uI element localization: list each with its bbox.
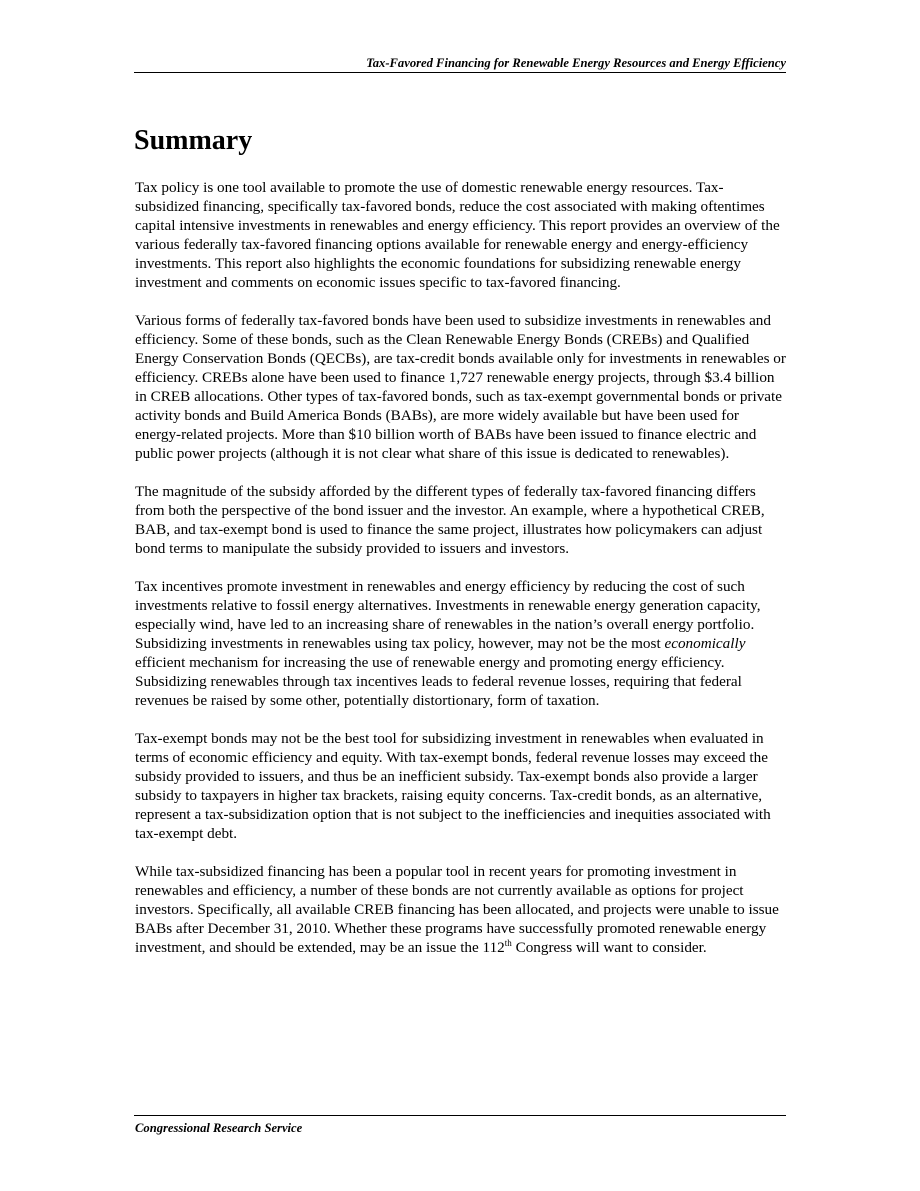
paragraph-4-text-start: Tax incentives promote investment in renewables and energy efficiency by reducing the cost of such investments relative to fossil energy alternatives. Investments in renewable energy generation capacity, especially wind, have led to an increasing share of renewables in the nation’s overall energy portfolio. Subsidizing investments in renewables using tax policy, however, may not be the most <box>135 578 761 652</box>
paragraph-3: The magnitude of the subsidy afforded by the different types of federally tax-favored financing differs from both the perspective of the bond issuer and the investor. An example, where a hypothetical CREB, BAB, and tax-exempt bond is used to finance the same project, illustrates how policymakers can adjust bond terms to manipulate the subsidy provided to issuers and investors. <box>135 483 765 557</box>
footer-rule <box>134 1115 786 1116</box>
paragraph-4-text-end: efficient mechanism for increasing the use of renewable energy and promoting energy efficiency. Subsidizing renewables through tax incentives leads to federal revenue losses, requiring that federal revenues be raised by some other, potentially distortionary, form of taxation. <box>135 654 742 709</box>
running-header: Tax-Favored Financing for Renewable Energy Resources and Energy Efficiency <box>366 56 786 70</box>
header-rule <box>134 72 786 73</box>
running-footer: Congressional Research Service <box>135 1121 303 1135</box>
paragraph-5: Tax-exempt bonds may not be the best tool for subsidizing investment in renewables when evaluated in terms of economic efficiency and equity. With tax-exempt bonds, federal revenue losses may exceed the subsidy provided to issuers, and thus be an inefficient subsidy. Tax-exempt bonds also provide a larger subsidy to taxpayers in higher tax brackets, raising equity concerns. Tax-credit bonds, as an alternative, represent a tax-subsidization option that is not subject to the inefficiencies and inequities associated with tax-exempt debt. <box>135 730 771 842</box>
page-title: Summary <box>134 125 253 156</box>
ordinal-suffix: th <box>504 938 512 948</box>
emphasis-economically: economically <box>664 635 746 652</box>
paragraph-6-text-end: Congress will want to consider. <box>511 939 707 956</box>
paragraph-1: Tax policy is one tool available to promote the use of domestic renewable energy resources. Tax-subsidized financing, specifically tax-favored bonds, reduce the cost associated with making oftentimes capital intensive investments in renewables and energy efficiency. This report provides an overview of the various federally tax-favored financing options available for renewable energy and energy-efficiency investments. This report also highlights the economic foundations for subsidizing renewable energy investment and comments on economic issues specific to tax-favored financing. <box>135 179 780 291</box>
paragraph-2: Various forms of federally tax-favored bonds have been used to subsidize investments in renewables and efficiency. Some of these bonds, such as the Clean Renewable Energy Bonds (CREBs) and Qualified Energy Conservation Bonds (QECBs), are tax-credit bonds available only for investments in renewables or efficiency. CREBs alone have been used to finance 1,727 renewable energy projects, through $3.4 billion in CREB allocations. Other types of tax-favored bonds, such as tax-exempt governmental bonds or private activity bonds and Build America Bonds (BABs), are more widely available but have been used for energy-related projects. More than $10 billion worth of BABs have been issued to finance electric and public power projects (although it is not clear what share of this issue is dedicated to renewables). <box>135 312 786 462</box>
paragraph-6-text-start: While tax-subsidized financing has been a popular tool in recent years for promoting investment in renewables and efficiency, a number of these bonds are not currently available as options for project investors. Specifically, all available CREB financing has been allocated, and projects were unable to issue BABs after December 31, 2010. Whether these programs have successfully promoted renewable energy investment, and should be extended, may be an issue the 112 <box>135 863 779 956</box>
paragraph-6 <box>135 862 787 957</box>
paragraph-4 <box>135 577 787 710</box>
summary-body <box>135 178 787 976</box>
